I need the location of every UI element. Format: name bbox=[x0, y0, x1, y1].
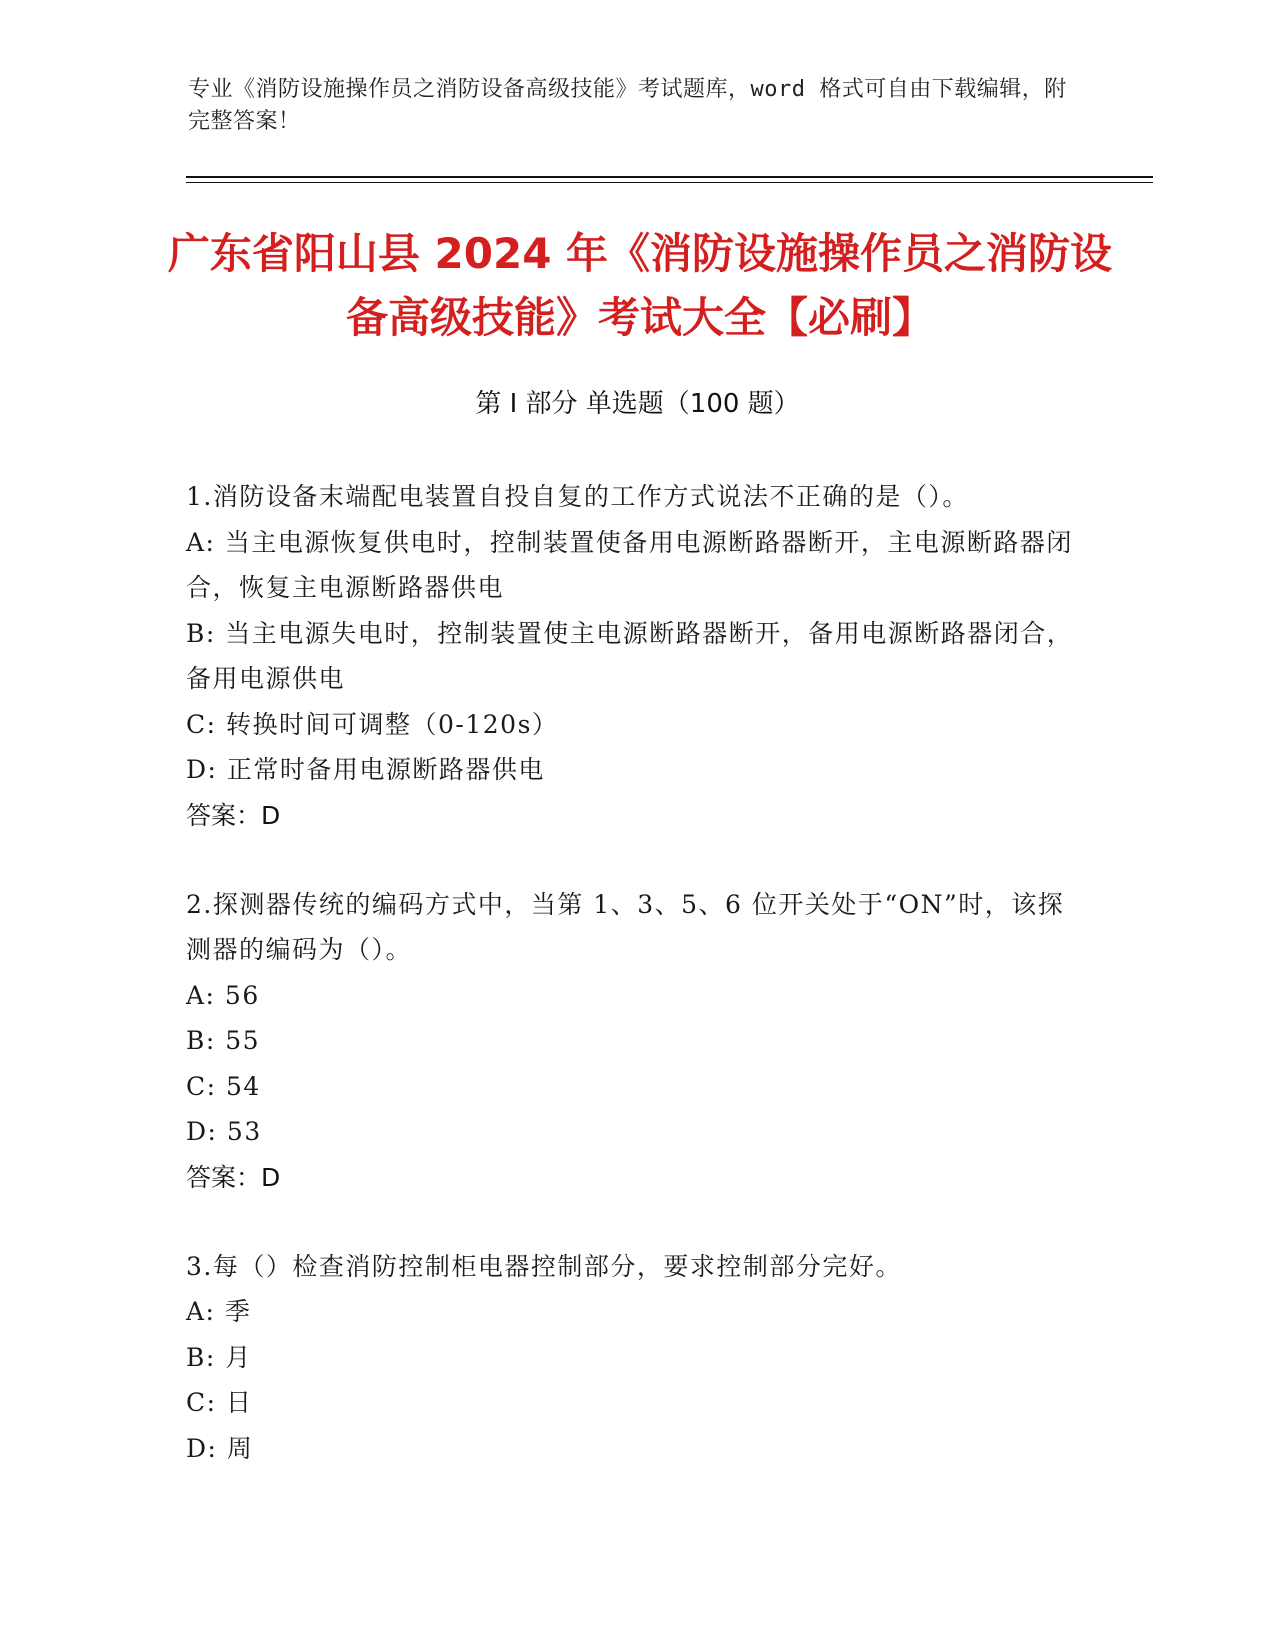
option-a: A: 当主电源恢复供电时，控制装置使备用电源断路器断开，主电源断路器闭合，恢复主电源断路器供电 bbox=[186, 527, 1073, 602]
question-3 bbox=[186, 1244, 1086, 1472]
section-title: 第 I 部分 单选题（100 题） bbox=[475, 389, 800, 419]
header-note: 专业《消防设施操作员之消防设备高级技能》考试题库，word 格式可自由下载编辑，附完整答案！ bbox=[188, 77, 1067, 134]
question-stem: 3.每（）检查消防控制柜电器控制部分，要求控制部分完好。 bbox=[186, 1251, 902, 1281]
document-title: 广东省阳山县 2024 年《消防设施操作员之消防设备高级技能》考试大全【必刷】 bbox=[167, 229, 1113, 342]
question-stem: 2.探测器传统的编码方式中，当第 1、3、5、6 位开关处于“ON”时，该探测器的编码为（）。 bbox=[186, 889, 1065, 964]
header-divider-thick bbox=[186, 176, 1153, 178]
option-d: D: 周 bbox=[186, 1433, 254, 1463]
question-1 bbox=[186, 474, 1086, 838]
answer: 答案：D bbox=[186, 1162, 281, 1192]
option-b: B: 55 bbox=[186, 1026, 261, 1055]
option-d: D: 53 bbox=[186, 1117, 262, 1146]
option-b: B: 月 bbox=[186, 1342, 252, 1372]
option-c: C: 54 bbox=[186, 1071, 261, 1101]
option-a: A: 56 bbox=[186, 980, 260, 1010]
option-b: B: 当主电源失电时，控制装置使主电源断路器断开，备用电源断路器闭合，备用电源供电 bbox=[186, 618, 1074, 693]
question-2 bbox=[186, 882, 1086, 1200]
header-divider-thin bbox=[186, 182, 1153, 183]
option-c: C: 转换时间可调整（0-120s） bbox=[186, 709, 559, 739]
question-list bbox=[186, 474, 1086, 1515]
answer: 答案：D bbox=[186, 800, 281, 830]
option-c: C: 日 bbox=[186, 1388, 253, 1417]
question-stem: 1.消防设备末端配电装置自投自复的工作方式说法不正确的是（）。 bbox=[186, 482, 969, 511]
option-d: D: 正常时备用电源断路器供电 bbox=[186, 755, 545, 784]
option-a: A: 季 bbox=[186, 1297, 252, 1326]
